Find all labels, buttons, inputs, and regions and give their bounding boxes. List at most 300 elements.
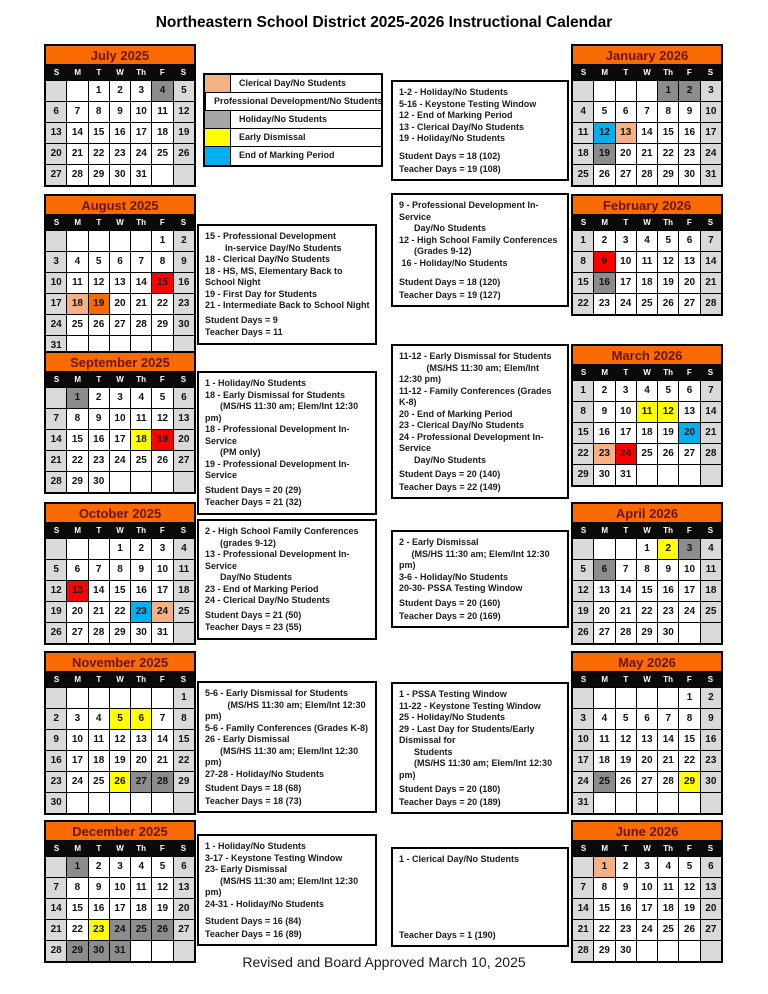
- note-line: In-service Day/No Students: [205, 242, 342, 253]
- calendar-day-cell: 1: [110, 539, 130, 559]
- calendar-empty-cell: [89, 793, 109, 813]
- calendar-empty-cell: [616, 688, 636, 708]
- calendar-day-cell: 11: [131, 409, 151, 429]
- calendar-empty-cell: [174, 472, 194, 492]
- calendar-day-cell: 17: [637, 899, 657, 919]
- calendar-empty-cell: [594, 793, 614, 813]
- calendar-day-cell: 24: [701, 144, 721, 164]
- calendar-day-cell: 9: [594, 402, 614, 422]
- calendar-day-cell: 20: [67, 602, 87, 622]
- month-grid: [46, 687, 194, 813]
- calendar-day-cell: 23: [89, 451, 109, 471]
- calendar-day-cell: 27: [46, 165, 66, 185]
- weekday-header: T: [96, 375, 102, 384]
- calendar-day-cell: 2: [46, 709, 66, 729]
- calendar-day-cell: 18: [594, 751, 614, 771]
- note-line: 1-2 - Holiday/No Students: [399, 87, 509, 97]
- calendar-empty-cell: [131, 793, 151, 813]
- calendar-day-cell: 26: [89, 315, 109, 335]
- weekday-header: T: [623, 526, 629, 535]
- calendar-day-cell: 12: [46, 581, 66, 601]
- calendar-day-cell: 10: [131, 102, 151, 122]
- calendar-day-cell: 13: [637, 730, 657, 750]
- calendar-day-cell: 16: [174, 273, 194, 293]
- calendar-day-cell: 23: [46, 772, 66, 792]
- legend-label: End of Marking Period: [239, 150, 335, 160]
- october-notes: [197, 519, 377, 640]
- note-line: 9 - Professional Development In-Service: [399, 200, 539, 222]
- calendar-day-cell: 20: [46, 144, 66, 164]
- calendar-day-cell: 24: [67, 772, 87, 792]
- calendar-day-cell: 2: [594, 231, 614, 251]
- calendar-day-cell: 3: [110, 388, 130, 408]
- note-line: 18 - Early Dismissal for Students: [205, 389, 346, 400]
- calendar-day-cell: 5: [152, 857, 172, 877]
- note-line: 18 - HS, MS, Elementary Back to School Night: [205, 265, 346, 287]
- calendar-empty-cell: [46, 388, 66, 408]
- calendar-day-cell: 18: [174, 581, 194, 601]
- weekday-header: W: [643, 368, 651, 377]
- calendar-day-cell: 10: [679, 560, 699, 580]
- calendar-empty-cell: [616, 81, 636, 101]
- calendar-day-cell: 12: [573, 581, 593, 601]
- calendar-day-cell: 23: [594, 294, 614, 314]
- note-line: Day/No Students: [399, 223, 487, 233]
- calendar-day-cell: 16: [658, 581, 678, 601]
- calendar-day-cell: 22: [679, 751, 699, 771]
- calendar-day-cell: 22: [67, 920, 87, 940]
- calendar-day-cell: 16: [701, 730, 721, 750]
- calendar-day-cell: 28: [67, 165, 87, 185]
- calendar-day-cell: 20: [616, 144, 636, 164]
- calendar-day-cell: 22: [67, 451, 87, 471]
- weekday-header: S: [707, 526, 714, 535]
- month-title: June 2026: [573, 822, 721, 841]
- calendar-day-cell: 9: [679, 102, 699, 122]
- calendar-day-cell: 13: [67, 581, 87, 601]
- calendar-day-cell: 25: [637, 444, 657, 464]
- calendar-day-cell: 8: [152, 252, 172, 272]
- calendar-day-cell: 26: [174, 144, 194, 164]
- calendar-day-cell: 12: [594, 123, 614, 143]
- calendar-day-cell: 19: [594, 144, 614, 164]
- calendar-march-2026: [571, 344, 723, 487]
- calendar-day-cell: 11: [637, 252, 657, 272]
- calendar-day-cell: 24: [152, 602, 172, 622]
- calendar-day-cell: 15: [573, 423, 593, 443]
- calendar-empty-cell: [152, 793, 172, 813]
- calendar-day-cell: 29: [89, 165, 109, 185]
- calendar-empty-cell: [110, 793, 130, 813]
- calendar-day-cell: 16: [110, 123, 130, 143]
- note-line: 18 - Professional Development In-Service: [205, 424, 350, 446]
- weekday-header: F: [686, 675, 692, 684]
- calendar-day-cell: 5: [174, 81, 194, 101]
- calendar-day-cell: 30: [594, 465, 614, 485]
- calendar-day-cell: 19: [658, 423, 678, 443]
- calendar-day-cell: 8: [67, 878, 87, 898]
- legend-row: [205, 111, 381, 129]
- calendar-empty-cell: [701, 465, 721, 485]
- calendar-day-cell: 5: [594, 102, 614, 122]
- calendar-day-cell: 8: [573, 252, 593, 272]
- calendar-day-cell: 10: [573, 730, 593, 750]
- note-line: Day/No Students: [205, 572, 293, 582]
- weekday-header: W: [643, 218, 651, 227]
- total-line: Student Days = 16 (84): [205, 916, 302, 926]
- calendar-day-cell: 7: [573, 878, 593, 898]
- calendar-empty-cell: [174, 165, 194, 185]
- month-title: July 2025: [46, 46, 194, 65]
- calendar-empty-cell: [110, 472, 130, 492]
- month-title: December 2025: [46, 822, 194, 841]
- note-line: (Grades 9-12): [399, 246, 472, 256]
- calendar-day-cell: 8: [174, 709, 194, 729]
- note-line: 1 - PSSA Testing Window: [399, 689, 507, 699]
- calendar-day-cell: 12: [89, 273, 109, 293]
- calendar-empty-cell: [67, 793, 87, 813]
- calendar-january-2026: [571, 44, 723, 187]
- note-line: 19 - First Day for Students: [205, 288, 318, 299]
- calendar-day-cell: 26: [658, 294, 678, 314]
- weekday-header-row: [46, 523, 194, 538]
- calendar-day-cell: 18: [131, 430, 151, 450]
- calendar-empty-cell: [573, 688, 593, 708]
- calendar-day-cell: 23: [594, 444, 614, 464]
- calendar-day-cell: 17: [701, 123, 721, 143]
- calendar-day-cell: 2: [616, 857, 636, 877]
- calendar-day-cell: 7: [637, 102, 657, 122]
- calendar-day-cell: 1: [152, 231, 172, 251]
- calendar-day-cell: 3: [616, 231, 636, 251]
- weekday-header: S: [580, 68, 587, 77]
- calendar-empty-cell: [573, 539, 593, 559]
- calendar-day-cell: 9: [131, 560, 151, 580]
- calendar-empty-cell: [131, 472, 151, 492]
- calendar-day-cell: 12: [658, 402, 678, 422]
- weekday-header: S: [180, 526, 187, 535]
- calendar-day-cell: 30: [89, 472, 109, 492]
- calendar-day-cell: 21: [89, 602, 109, 622]
- calendar-day-cell: 19: [152, 430, 172, 450]
- calendar-august-2025: [44, 194, 196, 358]
- calendar-empty-cell: [573, 857, 593, 877]
- calendar-day-cell: 31: [616, 465, 636, 485]
- total-line: Teacher Days = 21 (32): [205, 497, 302, 507]
- weekday-header: Th: [136, 844, 147, 853]
- revision-footer: Revised and Board Approved March 10, 2025: [242, 954, 526, 970]
- calendar-day-cell: 29: [594, 941, 614, 961]
- calendar-day-cell: 10: [152, 560, 172, 580]
- calendar-day-cell: 4: [658, 857, 678, 877]
- calendar-day-cell: 16: [594, 273, 614, 293]
- calendar-day-cell: 26: [616, 772, 636, 792]
- weekday-header: S: [707, 218, 714, 227]
- calendar-day-cell: 13: [46, 123, 66, 143]
- calendar-day-cell: 5: [89, 252, 109, 272]
- legend-row: [205, 129, 381, 147]
- calendar-day-cell: 22: [152, 294, 172, 314]
- note-line: 29 - Last Day for Students/Early Dismissal for: [399, 723, 538, 745]
- calendar-day-cell: 6: [701, 857, 721, 877]
- calendar-day-cell: 30: [174, 315, 194, 335]
- calendar-day-cell: 1: [174, 688, 194, 708]
- weekday-header: Th: [136, 68, 147, 77]
- calendar-day-cell: 2: [679, 81, 699, 101]
- calendar-day-cell: 28: [701, 294, 721, 314]
- weekday-header: Th: [136, 218, 147, 227]
- calendar-day-cell: 27: [110, 315, 130, 335]
- calendar-day-cell: 16: [616, 899, 636, 919]
- note-line: 5-6 - Early Dismissal for Students: [205, 688, 349, 698]
- legend: [203, 73, 383, 167]
- month-grid: [573, 856, 721, 961]
- day-totals: [399, 274, 562, 301]
- calendar-day-cell: 17: [616, 423, 636, 443]
- calendar-day-cell: 11: [131, 878, 151, 898]
- calendar-day-cell: 7: [701, 381, 721, 401]
- calendar-april-2026: [571, 502, 723, 645]
- calendar-day-cell: 25: [152, 144, 172, 164]
- calendar-day-cell: 21: [573, 920, 593, 940]
- weekday-header: W: [643, 844, 651, 853]
- calendar-day-cell: 23: [110, 144, 130, 164]
- calendar-day-cell: 22: [573, 294, 593, 314]
- calendar-day-cell: 27: [594, 623, 614, 643]
- calendar-day-cell: 16: [89, 430, 109, 450]
- calendar-day-cell: 29: [658, 165, 678, 185]
- calendar-day-cell: 30: [131, 623, 151, 643]
- march-notes: [391, 344, 569, 499]
- weekday-header: T: [96, 675, 102, 684]
- total-line: Teacher Days = 1 (190): [399, 929, 496, 940]
- calendar-day-cell: 22: [573, 444, 593, 464]
- calendar-day-cell: 25: [67, 315, 87, 335]
- calendar-empty-cell: [637, 793, 657, 813]
- calendar-day-cell: 3: [110, 857, 130, 877]
- calendar-day-cell: 25: [573, 165, 593, 185]
- calendar-day-cell: 1: [67, 388, 87, 408]
- weekday-header: Th: [663, 368, 674, 377]
- weekday-header: T: [623, 675, 629, 684]
- weekday-header: W: [116, 675, 124, 684]
- calendar-day-cell: 20: [637, 751, 657, 771]
- calendar-october-2025: [44, 502, 196, 645]
- weekday-header-row: [573, 523, 721, 538]
- calendar-day-cell: 2: [174, 231, 194, 251]
- calendar-day-cell: 29: [679, 772, 699, 792]
- calendar-day-cell: 9: [174, 252, 194, 272]
- calendar-day-cell: 27: [679, 444, 699, 464]
- calendar-day-cell: 14: [701, 402, 721, 422]
- calendar-day-cell: 9: [616, 878, 636, 898]
- calendar-day-cell: 23: [89, 920, 109, 940]
- note-line: 1 - Clerical Day/No Students: [399, 854, 520, 864]
- note-line: (grades 9-12): [205, 537, 277, 548]
- calendar-day-cell: 3: [637, 857, 657, 877]
- weekday-header: F: [159, 218, 165, 227]
- day-totals: [205, 607, 370, 634]
- total-line: Teacher Days = 22 (149): [399, 481, 501, 492]
- weekday-header: F: [159, 68, 165, 77]
- legend-label: Early Dismissal: [239, 132, 306, 142]
- calendar-empty-cell: [152, 688, 172, 708]
- weekday-header: W: [643, 526, 651, 535]
- calendar-day-cell: 8: [594, 878, 614, 898]
- calendar-empty-cell: [679, 623, 699, 643]
- calendar-day-cell: 1: [658, 81, 678, 101]
- calendar-day-cell: 24: [131, 144, 151, 164]
- calendar-empty-cell: [89, 231, 109, 251]
- weekday-header: Th: [136, 526, 147, 535]
- total-line: Teacher Days = 18 (73): [205, 795, 302, 806]
- calendar-day-cell: 18: [131, 899, 151, 919]
- note-line: 19 - Professional Development In-Service: [205, 458, 350, 480]
- calendar-empty-cell: [594, 539, 614, 559]
- calendar-day-cell: 11: [152, 102, 172, 122]
- weekday-header-row: [46, 65, 194, 80]
- calendar-day-cell: 2: [89, 857, 109, 877]
- weekday-header: M: [601, 368, 609, 377]
- calendar-day-cell: 7: [67, 102, 87, 122]
- weekday-header: S: [707, 844, 714, 853]
- weekday-header: M: [74, 844, 82, 853]
- calendar-day-cell: 18: [67, 294, 87, 314]
- calendar-day-cell: 20: [131, 751, 151, 771]
- calendar-empty-cell: [67, 688, 87, 708]
- note-line: 3-17 - Keystone Testing Window: [205, 852, 343, 863]
- calendar-december-2025: [44, 820, 196, 963]
- calendar-day-cell: 6: [110, 252, 130, 272]
- calendar-day-cell: 9: [89, 878, 109, 898]
- day-totals: [205, 913, 370, 940]
- total-line: Teacher Days = 16 (89): [205, 928, 302, 939]
- calendar-day-cell: 29: [152, 315, 172, 335]
- total-line: Student Days = 20 (160): [399, 598, 501, 608]
- note-line: (MS/HS 11:30 am; Elem/Int 12:30 pm): [399, 758, 555, 780]
- calendar-day-cell: 24: [110, 451, 130, 471]
- weekday-header-row: [573, 841, 721, 856]
- calendar-empty-cell: [89, 539, 109, 559]
- note-line: 2 - High School Family Conferences: [205, 526, 359, 536]
- calendar-day-cell: 12: [679, 878, 699, 898]
- calendar-empty-cell: [658, 793, 678, 813]
- calendar-day-cell: 17: [616, 273, 636, 293]
- calendar-day-cell: 9: [658, 560, 678, 580]
- calendar-empty-cell: [174, 623, 194, 643]
- calendar-day-cell: 21: [131, 294, 151, 314]
- calendar-empty-cell: [67, 81, 87, 101]
- weekday-header: S: [53, 375, 60, 384]
- calendar-day-cell: 11: [637, 402, 657, 422]
- total-line: Teacher Days = 19 (108): [399, 163, 501, 174]
- legend-color-swatch: [205, 75, 231, 92]
- calendar-day-cell: 28: [701, 444, 721, 464]
- month-grid: [46, 538, 194, 643]
- calendar-day-cell: 25: [701, 602, 721, 622]
- day-totals: [399, 148, 562, 175]
- calendar-empty-cell: [46, 539, 66, 559]
- calendar-day-cell: 28: [89, 623, 109, 643]
- calendar-june-2026: [571, 820, 723, 963]
- calendar-day-cell: 17: [110, 899, 130, 919]
- calendar-day-cell: 19: [46, 602, 66, 622]
- calendar-day-cell: 6: [67, 560, 87, 580]
- calendar-day-cell: 7: [46, 409, 66, 429]
- note-line: 25 - Holiday/No Students: [399, 712, 506, 722]
- calendar-day-cell: 27: [67, 623, 87, 643]
- day-totals: [205, 312, 370, 339]
- calendar-day-cell: 13: [594, 581, 614, 601]
- calendar-day-cell: 4: [637, 231, 657, 251]
- calendar-day-cell: 1: [679, 688, 699, 708]
- april-notes: [391, 530, 569, 628]
- calendar-empty-cell: [89, 688, 109, 708]
- calendar-day-cell: 20: [174, 430, 194, 450]
- calendar-day-cell: 19: [679, 899, 699, 919]
- weekday-header: S: [180, 218, 187, 227]
- calendar-day-cell: 4: [131, 857, 151, 877]
- calendar-day-cell: 2: [594, 381, 614, 401]
- total-line: Student Days = 9: [205, 314, 278, 325]
- calendar-day-cell: 26: [110, 772, 130, 792]
- calendar-day-cell: 4: [594, 709, 614, 729]
- total-line: Teacher Days = 20 (189): [399, 796, 501, 807]
- calendar-day-cell: 14: [152, 730, 172, 750]
- calendar-day-cell: 3: [679, 539, 699, 559]
- note-line: 13 - Clerical Day/No Students: [399, 121, 525, 132]
- month-grid: [573, 80, 721, 185]
- calendar-day-cell: 15: [89, 123, 109, 143]
- calendar-empty-cell: [616, 793, 636, 813]
- day-totals: [399, 466, 562, 493]
- calendar-day-cell: 6: [46, 102, 66, 122]
- weekday-header: F: [686, 368, 692, 377]
- calendar-day-cell: 18: [701, 581, 721, 601]
- month-grid: [46, 856, 194, 961]
- calendar-day-cell: 21: [46, 451, 66, 471]
- calendar-empty-cell: [174, 793, 194, 813]
- calendar-day-cell: 10: [616, 402, 636, 422]
- weekday-header: T: [96, 844, 102, 853]
- calendar-day-cell: 10: [67, 730, 87, 750]
- calendar-day-cell: 14: [89, 581, 109, 601]
- legend-row: [205, 93, 381, 111]
- calendar-day-cell: 7: [89, 560, 109, 580]
- calendar-day-cell: 9: [701, 709, 721, 729]
- calendar-day-cell: 6: [616, 102, 636, 122]
- calendar-empty-cell: [110, 688, 130, 708]
- calendar-day-cell: 30: [46, 793, 66, 813]
- calendar-day-cell: 5: [658, 231, 678, 251]
- month-title: March 2026: [573, 346, 721, 365]
- calendar-day-cell: 19: [89, 294, 109, 314]
- calendar-empty-cell: [637, 688, 657, 708]
- total-line: Student Days = 20 (29): [205, 484, 302, 495]
- calendar-day-cell: 13: [110, 273, 130, 293]
- calendar-day-cell: 11: [594, 730, 614, 750]
- weekday-header: T: [623, 368, 629, 377]
- calendar-day-cell: 22: [174, 751, 194, 771]
- calendar-day-cell: 5: [152, 388, 172, 408]
- weekday-header-row: [573, 215, 721, 230]
- legend-color-swatch: [205, 111, 231, 128]
- note-line: 18 - Clerical Day/No Students: [205, 254, 331, 264]
- month-grid: [46, 80, 194, 185]
- calendar-day-cell: 18: [637, 423, 657, 443]
- note-line: 3-6 - Holiday/No Students: [399, 571, 509, 582]
- calendar-empty-cell: [594, 688, 614, 708]
